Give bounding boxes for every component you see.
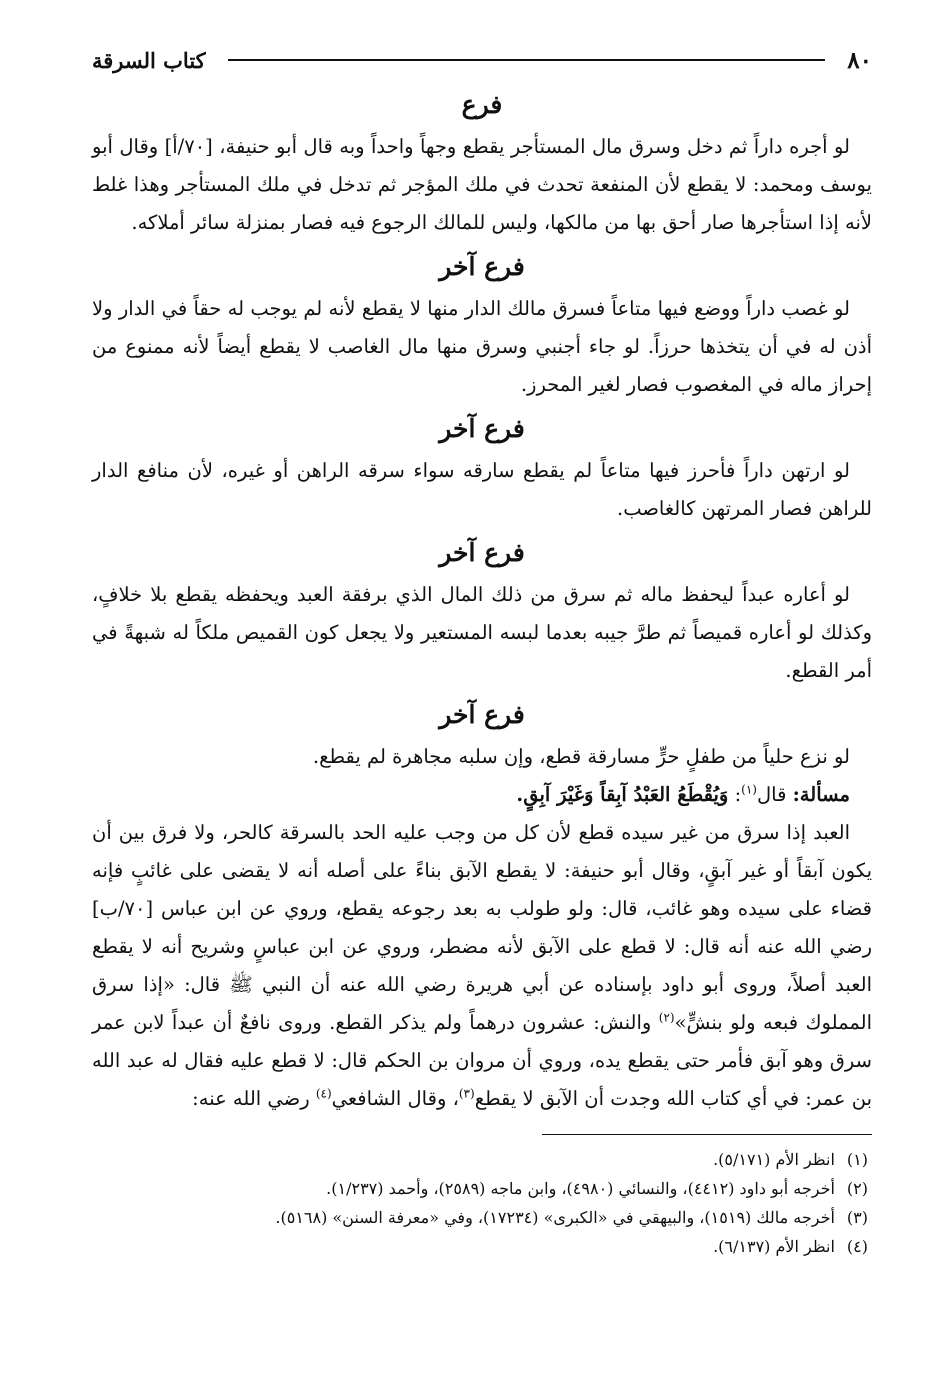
- body-text: والنش: عشرون درهماً ولم يذكر القطع. وروى نافعٌ أن عبداً لابن عمر سرق وهو آبق فأمر حتى يقطع يده، وروي أن مروان بن الحكم قال: لا قطع عليه فقال له عبد الله بن عمر: في أي كتاب الله وجدت أن الآبق لا يقطع: [92, 1011, 872, 1110]
- masala-colon: :: [734, 783, 742, 806]
- footnote-ref: (٣): [458, 1086, 475, 1101]
- footnote: [92, 1232, 872, 1261]
- masala-quote: وَيُقْطَعُ العَبْدُ آبِقاً وَغَيْرَ آبِقٍ.: [516, 783, 729, 806]
- paragraph: [92, 814, 872, 1118]
- paragraph: لو غصب داراً ووضع فيها متاعاً فسرق مالك الدار منها لا يقطع لأنه لم يوجب له حقاً في الدار ولا أذن له في أن يتخذها حرزاً. لو جاء أجنبي وسرق منها مال الغاصب لا يقطع أيضاً لأنه ممنوع من إحراز ماله في المغصوب فصار لغير المحرز.: [92, 297, 872, 396]
- paragraph: لو ارتهن داراً فأحرز فيها متاعاً لم يقطع سارقه سواء سرقه الراهن أو غيره، لأن منافع الدار للراهن فصار المرتهن كالغاصب.: [92, 459, 872, 520]
- paragraph: لو نزع حلياً من طفلٍ حرٍّ مسارقة قطع، وإن سلبه مجاهرة لم يقطع.: [312, 745, 850, 768]
- section-heading: فرع آخر: [439, 252, 525, 281]
- masala-qal: قال: [756, 783, 787, 806]
- section: [92, 248, 872, 404]
- body-text: رضي الله عنه:: [192, 1087, 316, 1110]
- section-heading: فرع آخر: [439, 700, 525, 729]
- section-heading: فرع: [461, 90, 503, 119]
- footnote-text: انظر الأم (٥/١٧١).: [713, 1150, 835, 1169]
- paragraph: لو أجره داراً ثم دخل وسرق مال المستأجر يقطع وجهاً واحداً وبه قال أبو حنيفة، [٧٠/أ] وقال أبو يوسف ومحمد: لا يقطع لأن المنفعة تحدث في ملك المؤجر ثم تدخل في ملك المستأجر وهذا غلط لأنه إذا استأجرها صار أحق بها من مالكها، وليس للمالك الرجوع فيه فصار بمنزلة سائر أملاكه.: [92, 135, 872, 234]
- masala-label: مسألة:: [792, 783, 850, 806]
- footnote-number: (١): [846, 1150, 868, 1169]
- paragraph: لو أعاره عبداً ليحفظ ماله ثم سرق من ذلك المال الذي برفقة العبد ويحفظه يقطع بلا خلافٍ، وكذلك لو أعاره قميصاً ثم طرَّ جيبه بعدما لبسه المستعير ولا يجعل كون القميص ملكاً له شبهةً في أمر القطع.: [92, 583, 872, 682]
- section-heading: فرع آخر: [439, 414, 525, 443]
- body-text: العبد إذا سرق من غير سيده قطع لأن كل من وجب عليه الحد بالسرقة كالحر، ولا فرق بين أن يكون آبقاً أو غير آبقٍ، وقال أبو حنيفة: لا يقطع الآبق بناءً على أصله أنه لا يقضى على غائبٍ فإنه قضاء على سيده وهو غائب، قال: ولو طولب به بعد رجوعه يقطع، وروي عن ابن عباس [٧٠/ب] رضي الله عنه أنه قال: لا قطع على الآبق لأنه مضطر، وروي عن ابن عباسٍ وشريح أنه لا يقطع العبد أصلاً، وروى أبو داود بإسناده عن أبي هريرة رضي الله عنه أن النبي ﷺ قال: «إذا سرق المملوك فبعه ولو بنشٍّ»: [92, 821, 872, 1034]
- body-text: ، وقال الشافعي: [331, 1087, 459, 1110]
- section: [92, 410, 872, 528]
- footnote-text: أخرجه مالك (١٥١٩)، والبيهقي في «الكبرى» (١٧٢٣٤)، وفي «معرفة السنن» (٥١٦٨).: [275, 1208, 835, 1227]
- footnote-ref: (١): [741, 782, 757, 797]
- footnote: [92, 1203, 872, 1232]
- section: [92, 696, 872, 776]
- footnote: [92, 1145, 872, 1174]
- footnote-number: (٣): [846, 1208, 868, 1227]
- footnote-text: انظر الأم (٦/١٣٧).: [713, 1237, 835, 1256]
- page-number: ٨٠: [847, 46, 872, 74]
- running-title: كتاب السرقة: [92, 47, 206, 73]
- footnotes: [92, 1145, 872, 1261]
- footnote-ref: (٤): [315, 1086, 332, 1101]
- footnote-ref: (٢): [658, 1010, 675, 1025]
- footnote: [92, 1174, 872, 1203]
- footnote-number: (٢): [846, 1179, 868, 1198]
- footnote-text: أخرجه أبو داود (٤٤١٢)، والنسائي (٤٩٨٠)، وابن ماجه (٢٥٨٩)، وأحمد (١/٢٣٧).: [326, 1179, 835, 1198]
- header-rule: [228, 59, 826, 61]
- section: [92, 86, 872, 242]
- section: [92, 534, 872, 690]
- page-header: [92, 40, 872, 80]
- footnote-rule: [542, 1134, 872, 1135]
- masala-line: [92, 776, 872, 814]
- footnote-number: (٤): [846, 1237, 868, 1256]
- section-heading: فرع آخر: [439, 538, 525, 567]
